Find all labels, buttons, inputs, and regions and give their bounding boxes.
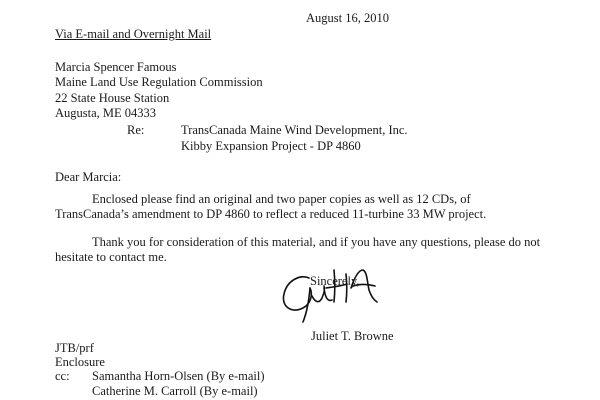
delivery-method: Via E-mail and Overnight Mail: [55, 27, 212, 41]
recipient-organization: Maine Land Use Regulation Commission: [55, 75, 263, 89]
cc-label: cc:: [55, 369, 70, 383]
body-paragraph-2-line-2: hesitate to contact me.: [55, 250, 167, 264]
enclosure-note: Enclosure: [55, 355, 105, 369]
body-paragraph-1-line-1: Enclosed please find an original and two paper copies as well as 12 CDs, of: [92, 192, 471, 206]
cc-recipient: Catherine M. Carroll (By e-mail): [92, 384, 258, 398]
cc-recipient: Samantha Horn-Olsen (By e-mail): [92, 369, 265, 383]
subject-line-1: TransCanada Maine Wind Development, Inc.: [181, 123, 408, 137]
recipient-name: Marcia Spencer Famous: [55, 60, 177, 74]
signer-name: Juliet T. Browne: [311, 329, 394, 343]
closing: Sincerely,: [310, 274, 360, 288]
recipient-city: Augusta, ME 04333: [55, 106, 157, 120]
handwritten-signature: [279, 266, 389, 324]
typist-initials: JTB/prf: [55, 341, 94, 355]
recipient-street: 22 State House Station: [55, 91, 170, 105]
subject-line-2: Kibby Expansion Project - DP 4860: [181, 139, 361, 153]
subject-label: Re:: [127, 123, 145, 137]
salutation: Dear Marcia:: [55, 170, 122, 184]
body-paragraph-1-line-2: TransCanada’s amendment to DP 4860 to reflect a reduced 11-turbine 33 MW project.: [55, 207, 487, 221]
letter-date: August 16, 2010: [306, 11, 389, 25]
body-paragraph-2-line-1: Thank you for consideration of this material, and if you have any questions, please do not: [92, 235, 541, 249]
